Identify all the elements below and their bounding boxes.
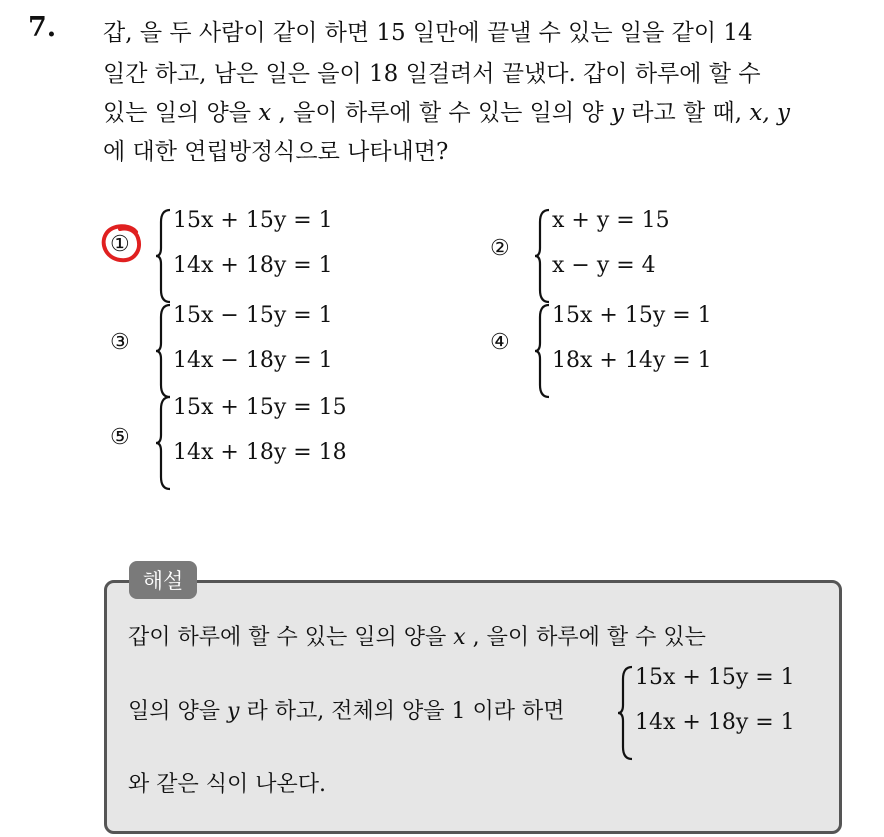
left-brace-icon [534,208,552,304]
left-brace-icon [155,303,173,399]
var-y: y [610,100,624,126]
option-1-label[interactable]: ① [110,232,130,257]
option-2-label[interactable]: ② [490,236,510,261]
solution-line-3: 와 같은 식이 나온다. [128,772,326,797]
left-brace-icon [155,395,173,491]
var-xy: x, y [749,100,790,126]
option-2-eq1: x + y = 15 [552,208,670,233]
option-3-system[interactable] [155,303,375,399]
var-y: y [227,699,240,724]
solution-line-1: 갑이 하루에 할 수 있는 일의 양을 x , 을이 하루에 할 수 있는 [128,625,706,650]
solution-tab: 해설 [129,561,197,599]
option-4-system[interactable] [534,303,754,399]
question-line-4: 에 대한 연립방정식으로 나타내면? [103,139,449,165]
option-1-eq1: 15x + 15y = 1 [173,208,333,233]
option-5-eq2: 14x + 18y = 18 [173,440,347,465]
option-5-label[interactable]: ⑤ [110,425,130,450]
option-5-eq1: 15x + 15y = 15 [173,395,347,420]
solution-eq2: 14x + 18y = 1 [635,710,795,735]
solution-line-2: 일의 양을 y 라 하고, 전체의 양을 1 이라 하면 [128,699,565,724]
question-line-3: 있는 일의 양을 x , 을이 하루에 할 수 있는 일의 양 y 라고 할 때, x, y [103,100,790,126]
option-5-system[interactable] [155,395,375,491]
option-3-eq2: 14x − 18y = 1 [173,348,333,373]
left-brace-icon [617,665,635,761]
var-x: x [453,625,466,650]
option-4-label[interactable]: ④ [490,330,510,355]
option-3-eq1: 15x − 15y = 1 [173,303,333,328]
option-3-label[interactable]: ③ [110,330,130,355]
left-brace-icon [155,208,173,304]
question-number: 7. [28,12,57,43]
var-x: x [258,100,272,126]
option-4-eq1: 15x + 15y = 1 [552,303,712,328]
solution-system [617,665,837,761]
question-line-2: 일간 하고, 남은 일은 을이 18 일걸려서 끝냈다. 갑이 하루에 할 수 [103,61,761,87]
solution-eq1: 15x + 15y = 1 [635,665,795,690]
question-line-1: 갑, 을 두 사람이 같이 하면 15 일만에 끝낼 수 있는 일을 같이 14 [103,20,753,46]
left-brace-icon [534,303,552,399]
option-1-system[interactable] [155,208,375,304]
option-4-eq2: 18x + 14y = 1 [552,348,712,373]
option-1-eq2: 14x + 18y = 1 [173,253,333,278]
option-2-system[interactable] [534,208,754,304]
option-2-eq2: x − y = 4 [552,253,656,278]
